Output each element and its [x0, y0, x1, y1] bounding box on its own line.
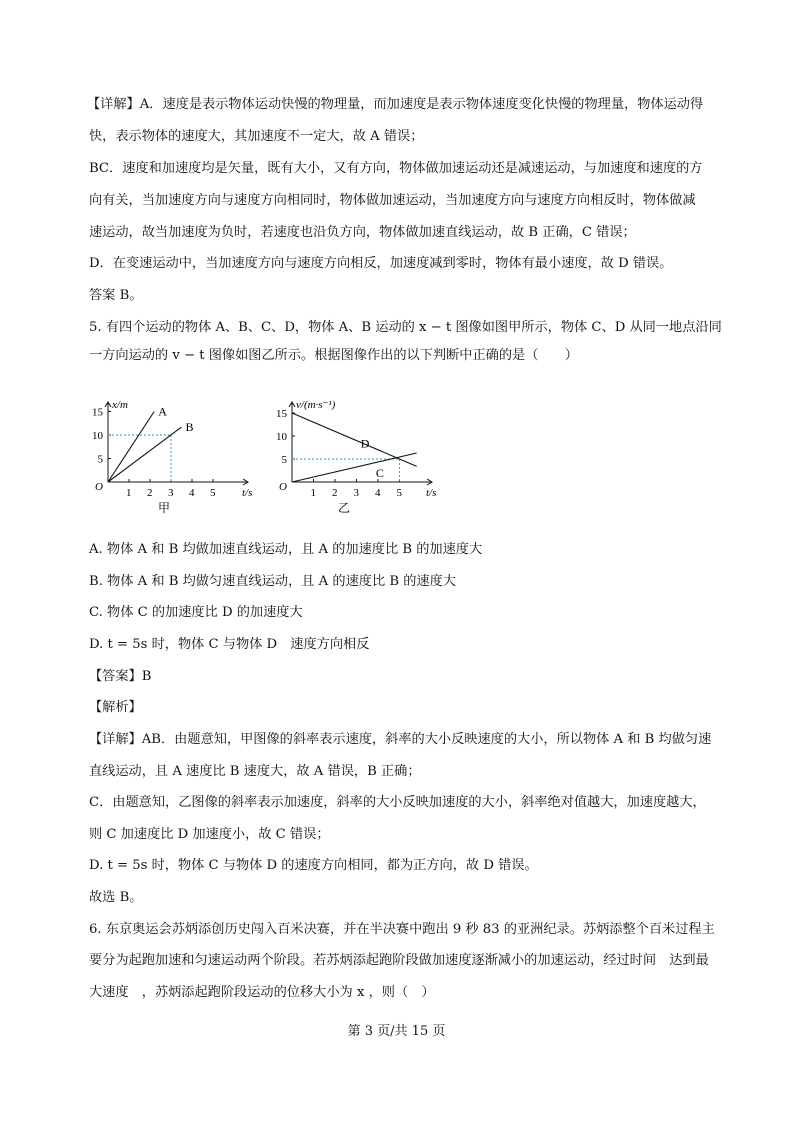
- question-5-line-2: 一方向运动的 v − t 图像如图乙所示。根据图像作出的以下判断中正确的是（ ）: [89, 348, 578, 363]
- x-tick-label: 5: [396, 487, 402, 499]
- x-tick-label: 2: [147, 487, 153, 499]
- paragraph: C．由题意知，乙图像的斜率表示加速度，斜率的大小反映加速度的大小，斜率绝对值越大，加速度越大，: [89, 795, 706, 810]
- paragraph: 速运动，故当加速度为负时，若速度也沿负方向，物体做加速直线运动，故 B 正确，C 错误；: [89, 225, 636, 240]
- x-tick-label: 4: [189, 487, 195, 499]
- x-tick-label: 1: [126, 487, 132, 499]
- option-a: A. 物体 A 和 B 均做加速直线运动，且 A 的加速度比 B 的加速度大: [89, 542, 483, 557]
- y-axis-label: v/(m·s⁻¹): [296, 399, 336, 411]
- origin-label: O: [279, 481, 287, 493]
- answer: 【答案】B: [89, 669, 152, 684]
- paragraph: 快，表示物体的速度大，其加速度不一定大，故 A 错误；: [89, 129, 424, 144]
- option-c: C. 物体 C 的加速度比 D 的加速度大: [89, 605, 303, 620]
- paragraph: 【详解】A．速度是表示物体运动快慢的物理量，而加速度是表示物体速度变化快慢的物理量，物体运动得: [87, 97, 704, 112]
- paragraph: 答案 B。: [89, 288, 143, 303]
- y-tick-label: 10: [92, 430, 103, 442]
- paragraph: D．在变速运动中，当加速度方向与速度方向相反，加速度减到零时，物体有最小速度，故 D 错误。: [89, 256, 673, 271]
- paragraph: 则 C 加速度比 D 加速度小，故 C 错误；: [89, 827, 330, 842]
- question-6-line-2: 要分为起跑加速和匀速运动两个阶段。若苏炳添起跑阶段做加速度逐渐减小的加速运动，经过时间 达到最: [89, 953, 709, 968]
- series-label: C: [375, 465, 384, 480]
- chart-title: 甲: [158, 501, 171, 515]
- series-line-d: [292, 413, 417, 466]
- chart-yi: [270, 390, 440, 520]
- question-6-line-1: 6. 东京奥运会苏炳添创历史闯入百米决赛，并在半决赛中跑出 9 秒 83 的亚洲纪录。苏炳添整个百米过程主: [89, 922, 715, 937]
- y-tick-label: 15: [276, 408, 287, 420]
- x-axis-label: t/s: [242, 487, 253, 499]
- analysis-heading: 【解析】: [89, 700, 142, 715]
- chart-jia: [88, 390, 258, 520]
- question-6-line-3: 大速度 ，苏炳添起跑阶段运动的位移大小为 x ，则（ ）: [89, 985, 435, 1000]
- x-tick-label: 5: [210, 487, 216, 499]
- paragraph: 【详解】AB．由题意知，甲图像的斜率表示速度，斜率的大小反映速度的大小，所以物体 A 和 B 均做匀速: [89, 732, 712, 747]
- series-label: D: [360, 436, 370, 451]
- x-tick-label: 3: [168, 487, 174, 499]
- series-line-c: [292, 453, 417, 482]
- paragraph: 故选 B。: [89, 890, 143, 905]
- x-tick-label: 3: [353, 487, 359, 499]
- paragraph: 向有关，当加速度方向与速度方向相同时，物体做加速运动，当加速度方向与速度方向相反时，物体做减: [89, 193, 696, 208]
- y-tick-label: 5: [281, 454, 287, 466]
- x-axis-label: t/s: [426, 487, 437, 499]
- series-label: B: [185, 420, 194, 435]
- paragraph: D. t = 5s 时，物体 C 与物体 D 的速度方向相同，都为正方向，故 D 错误。: [89, 858, 538, 873]
- y-axis-label: x/m: [112, 399, 128, 411]
- page-footer: 第 3 页/共 15 页: [347, 1024, 446, 1039]
- question-5-line-1: 5. 有四个运动的物体 A、B、C、D，物体 A、B 运动的 x − t 图像如图甲所示，物体 C、D 从同一地点沿同: [89, 320, 722, 335]
- y-tick-label: 5: [97, 453, 103, 466]
- x-tick-label: 1: [310, 487, 316, 499]
- chart-title: 乙: [338, 501, 351, 515]
- y-tick-label: 15: [92, 406, 103, 419]
- series-label: A: [158, 404, 167, 419]
- x-tick-label: 4: [375, 487, 381, 499]
- paragraph: 直线运动，且 A 速度比 B 速度大，故 A 错误，B 正确；: [89, 764, 421, 779]
- y-tick-label: 10: [276, 431, 287, 443]
- option-b: B. 物体 A 和 B 均做匀速直线运动，且 A 的速度比 B 的速度大: [89, 574, 456, 589]
- paragraph: BC．速度和加速度均是矢量，既有大小，又有方向，物体做加速运动还是减速运动，与加速度和速度的方: [89, 161, 703, 176]
- origin-label: O: [95, 481, 103, 493]
- series-line-a: [108, 412, 154, 483]
- x-tick-label: 2: [332, 487, 338, 499]
- option-d: D. t = 5s 时，物体 C 与物体 D 速度方向相反: [89, 637, 370, 652]
